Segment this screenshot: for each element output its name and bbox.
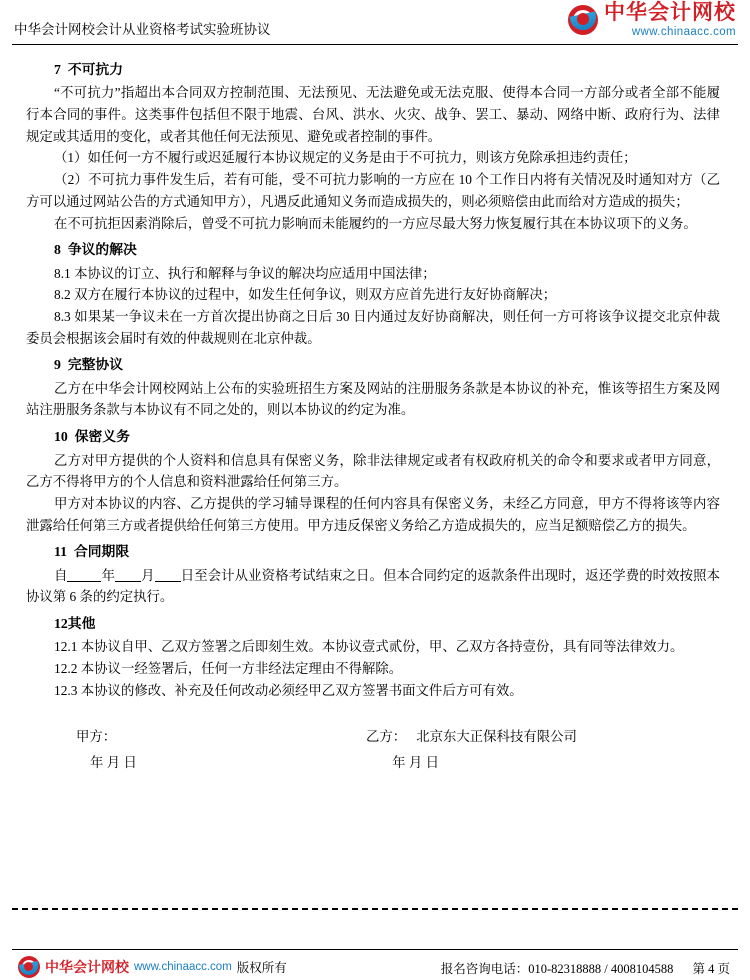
- section-8-number: 8: [54, 242, 61, 258]
- document-body: [0, 46, 750, 777]
- signature-dates-row: [76, 750, 720, 777]
- clause-11-month-label: 月: [141, 567, 155, 583]
- footer-logo-name-cn: 中华会计网校: [45, 961, 129, 976]
- chinaacc-logo-icon: [568, 5, 598, 35]
- section-heading-11: [26, 541, 720, 563]
- day-blank-field[interactable]: [155, 581, 181, 582]
- footer-page-number: 第 4 页: [692, 962, 730, 976]
- section-10-number: 10: [54, 429, 68, 445]
- party-a-label: 甲方：: [76, 728, 117, 744]
- party-b-cell: [366, 724, 696, 751]
- footer-dashed-divider: [12, 908, 738, 910]
- section-8-title: 争议的解决: [67, 242, 137, 258]
- section-heading-10: [26, 426, 720, 448]
- section-11-number: 11: [54, 544, 68, 560]
- logo-name-cn: 中华会计网校: [604, 0, 736, 24]
- brand-logo: [486, 2, 736, 44]
- month-blank-field[interactable]: [115, 581, 141, 582]
- clause-11-year-label: 年: [101, 567, 116, 583]
- document-title: 中华会计网校会计从业资格考试实验班协议: [14, 22, 271, 37]
- footer-contact: 报名咨询电话：010-82318888 / 4008104588: [440, 962, 674, 976]
- section-10-paragraph-2: 甲方对本协议的内容、乙方提供的学习辅导课程的任何内容具有保密义务，未经乙方同意，甲方不得将该等内容泄露给任何第三方或者提供给任何第三方使用。甲方违反保密义务给乙方造成损失的，应当足额赔偿乙方的损失。: [26, 495, 720, 533]
- party-a-cell: [76, 724, 366, 751]
- signature-parties-row: [76, 724, 720, 751]
- section-9-title: 完整协议: [67, 357, 123, 373]
- party-a-date[interactable]: 年 月 日: [90, 755, 137, 771]
- section-heading-12: [26, 613, 720, 635]
- logo-url: www.chinaacc.com: [631, 26, 736, 38]
- footer-contact-area: [441, 959, 730, 977]
- section-heading-8: [26, 239, 720, 261]
- section-7-paragraph-1: “不可抗力”指超出本合同双方控制范围、无法预见、无法避免或无法克服、使得本合同一方部分或者全部不能履行本合同的事件。这类事件包括但不限于地震、台风、洪水、火灾、战争、罢工、暴动、网络中断、政府行为、法律规定或其适用的变化，或者其他任何无法预见、避免或者控制的事件。: [26, 85, 720, 144]
- section-9-number: 9: [54, 357, 61, 373]
- year-blank-field[interactable]: [67, 581, 101, 582]
- footer-logo-url: www.chinaacc.com: [134, 961, 232, 973]
- section-7-number: 7: [54, 62, 61, 77]
- footer-divider: [12, 949, 738, 950]
- clause-11-tail: 日至会计从业资格考试结束之日。但本合同约定的返款条件出现时，返还学费的时效按照本协议第 6 条的约定执行。: [26, 567, 720, 605]
- section-8-paragraph-2: 8.2 双方在履行本协议的过程中，如发生任何争议，则双方应首先进行友好协商解决；: [54, 287, 557, 303]
- footer-copyright: 版权所有: [236, 961, 287, 975]
- section-9-paragraph-1: 乙方在中华会计网校网站上公布的实验班招生方案及网站的注册服务条款是本协议的补充，惟该等招生方案及网站注册服务条款与本协议有不同之处的，则以本协议的约定为准。: [26, 380, 720, 418]
- signature-block: [26, 724, 720, 778]
- section-12-number: 12: [54, 616, 68, 632]
- section-10-title: 保密义务: [74, 429, 130, 445]
- section-7-paragraph-3: （2）不可抗力事件发生后，若有可能，受不可抗力影响的一方应在 10 个工作日内将有关情况及时通知对方（乙方可以通过网站公告的方式通知甲方），凡遇反此通知义务而造成损失的，则必须赔偿由此而给对方造成的损失；: [26, 172, 720, 209]
- party-b-label: 乙方：: [366, 728, 407, 744]
- section-10-paragraph-1: 乙方对甲方提供的个人资料和信息具有保密义务，除非法律规定或者有权政府机关的命令和要求或者甲方同意，乙方不得将甲方的个人信息和资料泄露给任何第三方。: [26, 452, 720, 490]
- party-b-value: 北京东大正保科技有限公司: [416, 728, 577, 744]
- page-header: [0, 0, 750, 46]
- section-12-title: 其他: [67, 616, 96, 632]
- section-heading-7: [26, 59, 720, 81]
- section-8-paragraph-3: 8.3 如果某一争议未在一方首次提出协商之日后 30 日内通过友好协商解决，则任何一方可将该争议提交北京仲裁委员会根据该会届时有效的仲裁规则在北京仲裁。: [26, 309, 720, 346]
- clause-11-prefix: 自: [54, 567, 68, 583]
- section-7-paragraph-4: 在不可抗拒因素消除后，曾受不可抗力影响而未能履约的一方应尽最大努力恢复履行其在本协议项下的义务。: [54, 215, 697, 231]
- section-8-paragraph-1: 8.1 本协议的订立、执行和解释与争议的解决均应适用中国法律；: [54, 265, 436, 281]
- section-11-title: 合同期限: [73, 544, 130, 560]
- section-heading-9: [26, 354, 720, 376]
- section-12-paragraph-3: 12.3 本协议的修改、补充及任何改动必须经甲乙双方签署书面文件后方可有效。: [54, 682, 523, 698]
- party-b-date[interactable]: 年 月 日: [392, 755, 439, 771]
- header-divider: [12, 44, 738, 45]
- section-12-paragraph-2: 12.2 本协议一经签署后，任何一方非经法定理由不得解除。: [54, 661, 403, 677]
- section-12-paragraph-1: 12.1 本协议自甲、乙双方签署之后即刻生效。本协议壹式贰份，甲、乙双方各持壹份，具有同等法律效力。: [54, 639, 684, 655]
- section-7-paragraph-2: （1）如任何一方不履行或迟延履行本协议规定的义务是由于不可抗力，则该方免除承担违约责任；: [54, 150, 637, 166]
- chinaacc-logo-icon-footer: [18, 956, 40, 978]
- section-11-paragraph-1: [26, 565, 720, 608]
- page-footer: [0, 894, 750, 980]
- footer-brand: [18, 956, 287, 978]
- section-7-title: 不可抗力: [67, 62, 123, 77]
